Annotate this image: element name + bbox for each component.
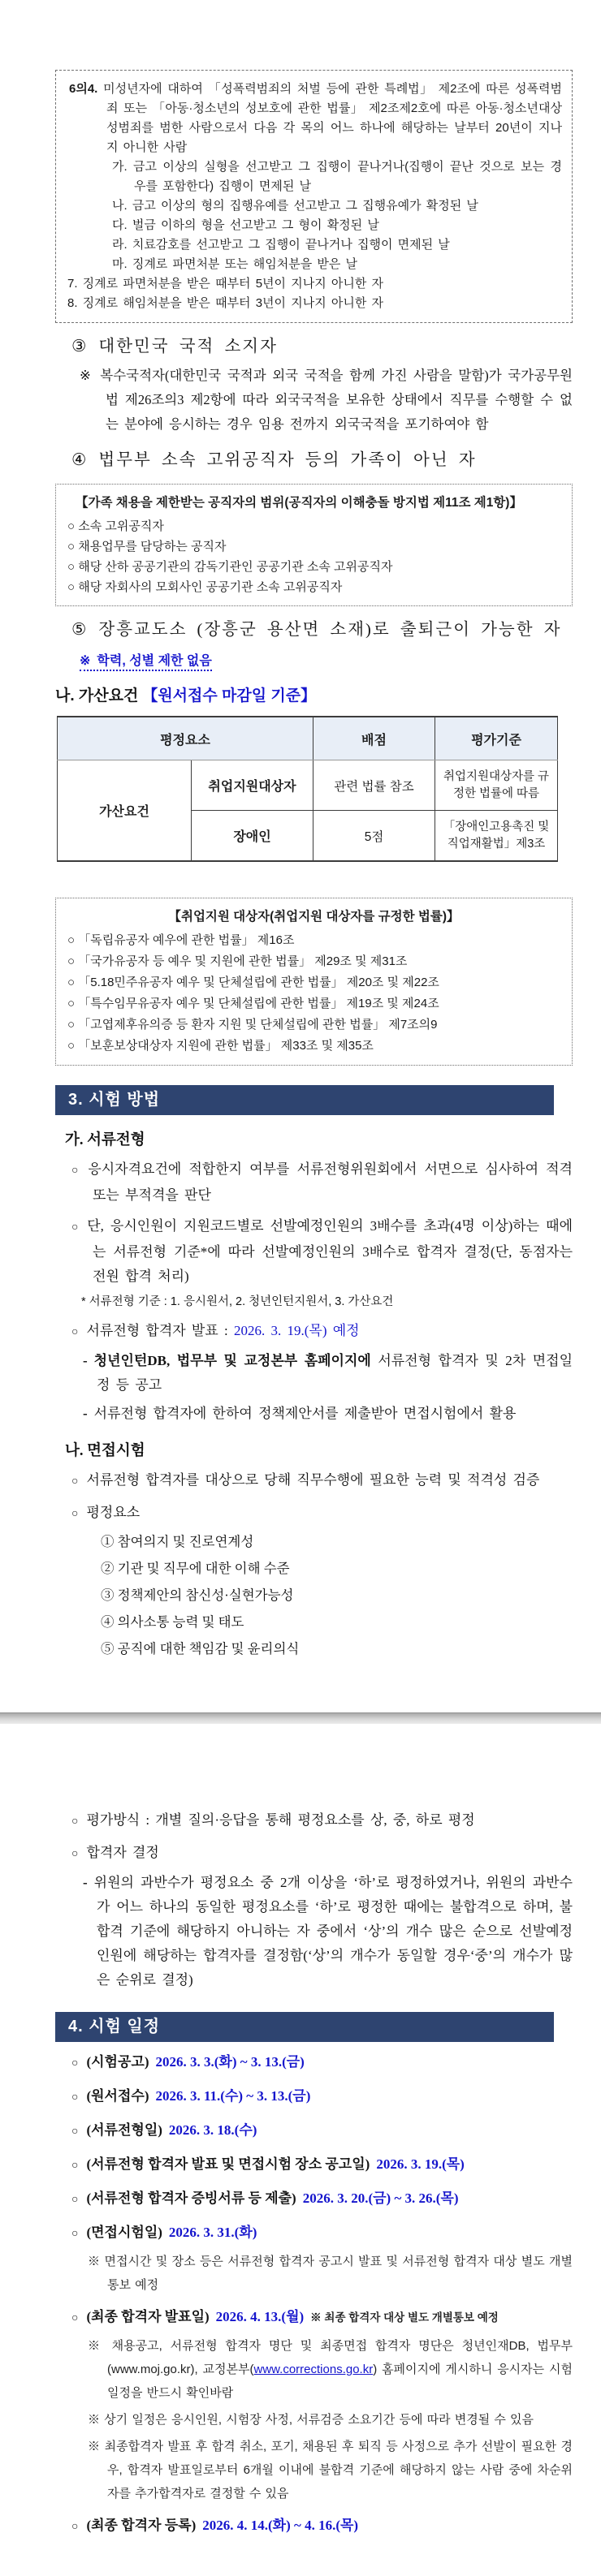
schedule-label: (서류전형 합격자 증빙서류 등 제출) bbox=[86, 2190, 296, 2206]
interview-bullet bbox=[71, 1501, 573, 1527]
eligibility-text: 장흥교도소 (장흥군 용산면 소재)로 출퇴근이 가능한 자 bbox=[98, 621, 562, 639]
family-restriction-box bbox=[55, 484, 573, 606]
schedule-item bbox=[71, 2117, 573, 2144]
screening-criteria-note: * 서류전형 기준 : 1. 응시원서, 2. 청년인턴지원서, 3. 가산요건 bbox=[81, 1295, 394, 1308]
note-text: 학력, 성별 제한 없음 bbox=[97, 654, 212, 668]
disqualification-subitem: 나. 금고 이상의 형의 집행유예를 선고받고 그 집행유예가 확정된 날 bbox=[112, 199, 478, 213]
dual-nationality-note bbox=[80, 364, 573, 437]
circle-bullet: ○ bbox=[71, 2194, 79, 2206]
eligibility-item-family bbox=[71, 450, 573, 471]
schedule-note-posting bbox=[88, 2334, 573, 2405]
circle-bullet: ○ bbox=[71, 2228, 79, 2240]
column-header-points: 배점 bbox=[313, 717, 435, 760]
schedule-item bbox=[71, 2513, 573, 2539]
no-limit-note bbox=[80, 650, 573, 669]
schedule-label: (최종 합격자 발표일) bbox=[86, 2309, 210, 2324]
list-item: ○ 「5.18민주유공자 예우 및 단체설립에 관한 법률」 제20조 및 제22조 bbox=[67, 976, 439, 989]
item-text: 미성년자에 대하여 「성폭력범죄의 처벌 등에 관한 특례법」 제2조에 따른 성폭력범죄 또는 「아동·청소년의 성보호에 관한 법률」 제2조제2호에 따른 아동·청소년대상 성범죄를 범한 사람으로서 다음 각 목의 어느 하나에 해당하는 날부터 20년이 지나지 아니한 사람 bbox=[103, 82, 562, 154]
disqualification-subitem: 라. 치료감호를 선고받고 그 집행이 끝나거나 집행이 면제된 날 bbox=[112, 238, 450, 252]
eligibility-text: 법무부 소속 고위공직자 등의 가족이 아닌 자 bbox=[98, 451, 477, 469]
schedule-date: 2026. 4. 14.(화) ~ 4. 16.(목) bbox=[202, 2518, 359, 2533]
disqualification-subitem: 가. 금고 이상의 실형을 선고받고 그 집행이 끝나거나(집행이 끝난 것으로 보는 경우를 포함한다) 집행이 면제된 날 bbox=[112, 160, 562, 193]
doc-screening-announcement bbox=[71, 1319, 573, 1345]
detail-text: 위원의 과반수가 평정요소 중 2개 이상을 ‘하’로 평정하였거나, 위원의 과반수가 어느 하나의 동일한 평정요소를 ‘하’로 평정한 때에는 불합격으로 하며, 불합격 기준에 해당하지 아니하는 자 중에서 ‘상’의 개수 많은 순으로 선발예정인원에 해당하는 합격자를 결정함(‘상’의 개수가 동일할 경우‘중’의 개수가 많은 순위로 결정) bbox=[93, 1875, 573, 1988]
heading-bracket: 【원서접수 마감일 기준】 bbox=[142, 687, 317, 704]
circle-bullet: ○ bbox=[71, 1475, 79, 1488]
section-title: 3. 시험 방법 bbox=[68, 1091, 161, 1109]
eligibility-item-nationality bbox=[71, 336, 573, 357]
interview-bullet bbox=[71, 1808, 573, 1834]
column-header-criteria: 평가기준 bbox=[435, 717, 558, 760]
circled-number-4: ④ bbox=[71, 451, 89, 469]
circle-bullet: ○ bbox=[71, 1326, 79, 1338]
table-header-row bbox=[58, 717, 558, 760]
column-header-factor: 평정요소 bbox=[58, 717, 313, 760]
schedule-item bbox=[71, 2220, 573, 2246]
disqualification-item-7: 7. 징계로 파면처분을 받은 때부터 5년이 지나지 아니한 자 bbox=[67, 277, 383, 291]
bullet-text: 평가방식 : 개별 질의·응답을 통해 평정요소를 상, 중, 하로 평정 bbox=[86, 1812, 475, 1828]
interview-bullet bbox=[71, 1841, 573, 1867]
interview-heading: 나. 면접시험 bbox=[65, 1443, 145, 1459]
heading-label: 나. 가산요건 bbox=[55, 687, 139, 704]
cell-factor: 취업지원대상자 bbox=[192, 760, 313, 811]
dash-bullet: - bbox=[83, 1353, 88, 1368]
schedule-label: (면접시험일) bbox=[86, 2225, 162, 2240]
circled-number-3: ③ bbox=[71, 338, 89, 355]
pass-decision-detail bbox=[83, 1871, 573, 1992]
schedule-label: (원서접수) bbox=[86, 2088, 149, 2104]
schedule-date: 2026. 3. 20.(금) ~ 3. 26.(목) bbox=[302, 2190, 459, 2206]
cell-criteria: 취업지원대상자를 규정한 법률에 따름 bbox=[435, 760, 558, 811]
list-item: ○ 소속 고위공직자 bbox=[67, 519, 164, 533]
disqualification-item-8: 8. 징계로 해임처분을 받은 때부터 3년이 지나지 아니한 자 bbox=[67, 296, 383, 310]
list-item: ○ 채용업무를 담당하는 공직자 bbox=[67, 540, 227, 554]
list-item: ○ 해당 자회사의 모회사인 공공기관 소속 고위공직자 bbox=[67, 580, 343, 594]
doc-screening-bullet bbox=[71, 1157, 573, 1208]
rating-factor: ④ 의사소통 능력 및 태도 bbox=[101, 1614, 244, 1630]
schedule-note-interview: ※ 면접시간 및 장소 등은 서류전형 합격자 공고시 발표 및 서류전형 합격자 대상 별도 개별통보 예정 bbox=[88, 2255, 573, 2292]
schedule-note-additional: ※ 최종합격자 발표 후 합격 취소, 포기, 채용된 후 퇴직 등 사정으로 추가 선발이 필요한 경우, 합격자 발표일로부터 6개월 이내에 불합격 기준에 해당하지 않는 사람 중에 차순위자를 추가합격자로 결정할 수 있음 bbox=[88, 2440, 573, 2501]
bullet-text: 응시자격요건에 적합한지 여부를 서류전형위원회에서 서면으로 심사하여 적격 또는 부적격을 판단 bbox=[88, 1161, 573, 1203]
eligibility-text: 대한민국 국적 소지자 bbox=[98, 338, 278, 355]
doc-screening-detail bbox=[83, 1402, 573, 1426]
schedule-suffix-note: ※ 최종 합격자 대상 별도 개별통보 예정 bbox=[310, 2311, 499, 2324]
schedule-item bbox=[71, 2049, 573, 2076]
bonus-table bbox=[57, 716, 558, 862]
schedule-item bbox=[71, 2304, 573, 2331]
whitespace-gap bbox=[55, 862, 573, 898]
schedule-label: (서류전형 합격자 발표 및 면접시험 장소 공고일) bbox=[86, 2156, 370, 2172]
schedule-label: (시험공고) bbox=[86, 2054, 149, 2070]
box-title: 【취업지원 대상자(취업지원 대상자를 규정한 법률)】 bbox=[168, 910, 460, 924]
corrections-website-link[interactable]: www.corrections.go.kr bbox=[253, 2363, 374, 2376]
rating-factor: ① 참여의지 및 진로연계성 bbox=[101, 1534, 254, 1549]
note-text: ※ 채용공고, 서류전형 합격자 명단 및 최종면접 합격자 명단은 청년인재DB, 법무부 (www.moj.go.kr), 교정본부( bbox=[88, 2339, 573, 2376]
bullet-text: 합격자 결정 bbox=[86, 1845, 159, 1860]
eligibility-item-commute bbox=[71, 619, 573, 640]
cell-points: 관련 법률 참조 bbox=[313, 760, 435, 811]
doc-screening-bullet bbox=[71, 1214, 573, 1289]
circle-bullet: ○ bbox=[71, 2521, 79, 2533]
circle-bullet: ○ bbox=[71, 1165, 80, 1177]
circle-bullet: ○ bbox=[71, 1508, 79, 1520]
note-text: 복수국적자(대한민국 국적과 외국 국적을 함께 가진 사람을 말함)가 국가공무원법 제26조의3 제2항에 따라 외국국적을 보유한 상태에서 직무를 수행할 수 없는 분야에 응시하는 경우 임용 전까지 외국국적을 포기하여야 함 bbox=[100, 368, 573, 432]
disqualification-subitem: 마. 징계로 파면처분 또는 해임처분을 받은 날 bbox=[112, 257, 357, 271]
rating-factor: ③ 정책제안의 참신성·실현가능성 bbox=[101, 1587, 294, 1603]
circle-bullet: ○ bbox=[71, 1848, 79, 1860]
bullet-text: 서류전형 합격자 발표 : bbox=[86, 1323, 228, 1338]
section-title: 4. 시험 일정 bbox=[68, 2018, 161, 2035]
document-page-2 bbox=[0, 1724, 601, 2576]
interview-bullet bbox=[71, 1468, 573, 1494]
cell-group: 가산요건 bbox=[58, 760, 192, 862]
table-row bbox=[58, 760, 558, 811]
detail-bold: 청년인턴DB, 법무부 및 교정본부 홈페이지에 bbox=[93, 1353, 371, 1368]
schedule-item bbox=[71, 2186, 573, 2212]
rating-factor: ② 기관 및 직무에 대한 이해 수준 bbox=[101, 1561, 290, 1576]
schedule-item bbox=[71, 2152, 573, 2178]
cell-points: 5점 bbox=[313, 811, 435, 862]
schedule-date: 2026. 3. 11.(수) ~ 3. 13.(금) bbox=[155, 2088, 311, 2104]
box-title: 【가족 채용을 제한받는 공직자의 범위(공직자의 이해충돌 방지법 제11조 제1항)】 bbox=[76, 496, 522, 510]
doc-screening-detail bbox=[83, 1349, 573, 1398]
circle-bullet: ○ bbox=[71, 1816, 79, 1828]
bonus-heading bbox=[55, 687, 573, 706]
list-item: ○ 해당 산하 공공기관의 감독기관인 공공기관 소속 고위공직자 bbox=[67, 560, 393, 574]
bullet-text: 평정요소 bbox=[86, 1505, 141, 1520]
list-item: ○ 「고엽제후유의증 등 환자 지원 및 단체설립에 관한 법률」 제7조의9 bbox=[67, 1018, 438, 1032]
bullet-text: 서류전형 합격자를 대상으로 당해 직무수행에 필요한 능력 및 적격성 검증 bbox=[86, 1472, 540, 1488]
schedule-date: 2026. 3. 18.(수) bbox=[168, 2122, 257, 2138]
schedule-label: (서류전형일) bbox=[86, 2122, 162, 2138]
circle-bullet: ○ bbox=[71, 2057, 79, 2070]
schedule-date: 2026. 4. 13.(월) bbox=[215, 2309, 305, 2324]
cell-factor: 장애인 bbox=[192, 811, 313, 862]
schedule-date: 2026. 3. 31.(화) bbox=[168, 2225, 257, 2240]
employment-support-law-box bbox=[55, 898, 573, 1066]
list-item: ○ 「독립유공자 예우에 관한 법률」 제16조 bbox=[67, 933, 295, 947]
circle-bullet: ○ bbox=[71, 2126, 79, 2138]
doc-screening-heading: 가. 서류전형 bbox=[65, 1132, 145, 1148]
schedule-date: 2026. 3. 3.(화) ~ 3. 13.(금) bbox=[155, 2054, 305, 2070]
rating-factor: ⑤ 공직에 대한 책임감 및 윤리의식 bbox=[101, 1641, 300, 1656]
circle-bullet: ○ bbox=[71, 2160, 79, 2172]
reference-mark: ※ bbox=[80, 654, 91, 668]
detail-text: 서류전형 합격자 및 2차 면접일정 등 공고 bbox=[97, 1353, 573, 1393]
circled-number-5: ⑤ bbox=[71, 621, 89, 639]
list-item: ○ 「특수임무유공자 예우 및 단체설립에 관한 법률」 제19조 및 제24조 bbox=[67, 997, 439, 1010]
bullet-text: 단, 응시인원이 지원코드별로 선발예정인원의 3배수를 초과(4명 이상)하는 때에는 서류전형 기준*에 따라 선발예정인원의 3배수로 합격자 결정(단, 동점자는 전원 합격 처리) bbox=[87, 1218, 573, 1284]
detail-text: 서류전형 합격자에 한하여 정책제안서를 제출받아 면접시험에서 활용 bbox=[93, 1406, 517, 1421]
circle-bullet: ○ bbox=[71, 1221, 80, 1234]
dash-bullet: - bbox=[83, 1875, 88, 1890]
list-item: ○ 「보훈보상대상자 지원에 관한 법률」 제33조 및 제35조 bbox=[67, 1039, 374, 1053]
disqualification-subitem: 다. 벌금 이하의 형을 선고받고 그 형이 확정된 날 bbox=[112, 218, 379, 232]
item-number: 6의4. bbox=[69, 82, 98, 96]
section-4-header-bar bbox=[55, 2012, 554, 2042]
cell-criteria: 「장애인고용촉진 및 직업재활법」제3조 bbox=[435, 811, 558, 862]
reference-mark: ※ bbox=[80, 368, 92, 383]
schedule-note-change: ※ 상기 일정은 응시인원, 시험장 사정, 서류검증 소요기간 등에 따라 변경될 수 있음 bbox=[88, 2413, 534, 2427]
disqualification-item-6-4 bbox=[64, 80, 562, 157]
schedule-item bbox=[71, 2083, 573, 2110]
dash-bullet: - bbox=[83, 1406, 88, 1421]
list-item: ○ 「국가유공자 등 예우 및 지원에 관한 법률」 제29조 및 제31조 bbox=[67, 954, 408, 968]
circle-bullet: ○ bbox=[71, 2312, 79, 2324]
page-separator bbox=[0, 1712, 601, 1724]
disqualification-box bbox=[55, 70, 573, 323]
section-3-header-bar bbox=[55, 1085, 554, 1115]
circle-bullet: ○ bbox=[71, 2091, 79, 2104]
schedule-date: 2026. 3. 19.(목) bbox=[376, 2156, 465, 2172]
note-text: ) 홈페이지에 게시하니 응시자는 시험일정을 반드시 확인바람 bbox=[107, 2363, 573, 2400]
schedule-label: (최종 합격자 등록) bbox=[86, 2518, 197, 2533]
announcement-date: 2026. 3. 19.(목) 예정 bbox=[234, 1323, 360, 1338]
